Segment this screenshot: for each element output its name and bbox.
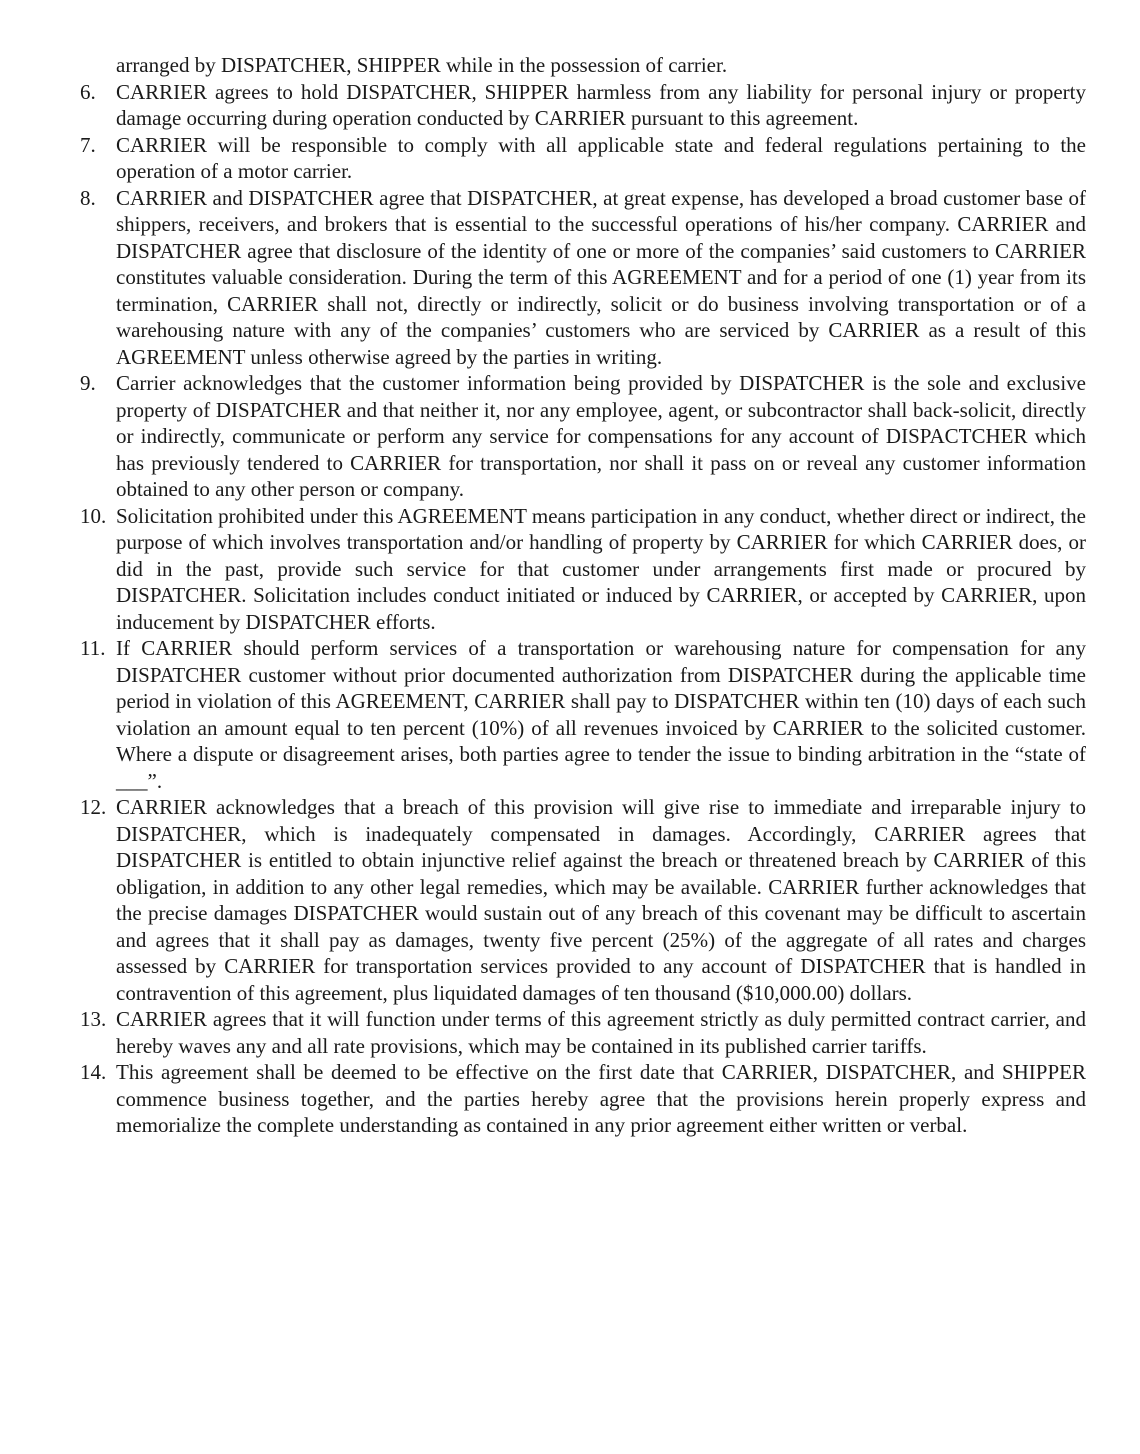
clause-number: 8.: [80, 185, 96, 210]
clause-12: [80, 794, 1086, 1006]
clause-text: If CARRIER should perform services of a transportation or warehousing nature for compensation for any DISPATCHER customer without prior documented authorization from DISPATCHER during the applicable time period in violation of this AGREEMENT, CARRIER shall pay to DISPATCHER within ten (10) days of each such violation an amount equal to ten percent (10%) of all revenues invoiced by CARRIER to the solicited customer. Where a dispute or disagreement arises, both parties agree to tender the issue to binding arbitration in the “state of ___”.: [116, 636, 1086, 793]
clause-8: [80, 185, 1086, 371]
clause-text: CARRIER agrees to hold DISPATCHER, SHIPPER harmless from any liability for personal injury or property damage occurring during operation conducted by CARRIER pursuant to this agreement.: [116, 79, 1086, 130]
document-body: [80, 52, 1086, 1139]
clause-number: 9.: [80, 371, 96, 395]
clause-number: 13.: [80, 1007, 107, 1031]
clause-text: CARRIER agrees that it will function under terms of this agreement strictly as duly permitted contract carrier, and hereby waves any and all rate provisions, which may be contained in its published carrier tariffs.: [116, 1007, 1086, 1058]
clause-14: [80, 1059, 1086, 1139]
clause-text: CARRIER acknowledges that a breach of this provision will give rise to immediate and irreparable injury to DISPATCHER, which is inadequately compensated in damages. Accordingly, CARRIER agrees that DISPATCHER is entitled to obtain injunctive relief against the breach or threatened breach by CARRIER of this obligation, in addition to any other legal remedies, which may be available. CARRIER further acknowledges that the precise damages DISPATCHER would sustain out of any breach of this covenant may be difficult to ascertain and agrees that it shall pay as damages, twenty five percent (25%) of the aggregate of all rates and charges assessed by CARRIER for transportation services provided to any account of DISPATCHER that is handled in contravention of this agreement, plus liquidated damages of ten thousand ($10,000.00) dollars.: [116, 795, 1086, 1005]
continuation-text: arranged by DISPATCHER, SHIPPER while in the possession of carrier.: [116, 53, 728, 77]
clause-13: [80, 1006, 1086, 1059]
clause-number: 14.: [80, 1060, 107, 1084]
clause-10: [80, 503, 1086, 636]
clause-7: [80, 132, 1086, 185]
clause-9: [80, 370, 1086, 503]
clause-text: CARRIER and DISPATCHER agree that DISPATCHER, at great expense, has developed a broad customer base of shippers, receivers, and brokers that is essential to the successful operations of his/her company. CARRIER and DISPATCHER agree that disclosure of the identity of one or more of the companies’ said customers to CARRIER constitutes valuable consideration. During the term of this AGREEMENT and for a period of one (1) year from its termination, CARRIER shall not, directly or indirectly, solicit or do business involving transportation or of a warehousing nature with any of the companies’ customers who are serviced by CARRIER as a result of this AGREEMENT unless otherwise agreed by the parties in writing.: [116, 185, 1086, 369]
clause-text: Solicitation prohibited under this AGREEMENT means participation in any conduct, whether direct or indirect, the purpose of which involves transportation and/or handling of property by CARRIER for which CARRIER does, or did in the past, provide such service for that customer under arrangements first made or procured by DISPATCHER. Solicitation includes conduct initiated or induced by CARRIER, or accepted by CARRIER, upon inducement by DISPATCHER efforts.: [116, 503, 1086, 634]
clause-6: [80, 79, 1086, 132]
clause-text: This agreement shall be deemed to be effective on the first date that CARRIER, DISPATCHER, and SHIPPER commence business together, and the parties hereby agree that the provisions herein properly express and memorialize the complete understanding as contained in any prior agreement either written or verbal.: [116, 1060, 1086, 1137]
clause-11: [80, 635, 1086, 794]
clause-number: 7.: [80, 132, 96, 157]
clause-text: CARRIER will be responsible to comply with all applicable state and federal regulations pertaining to the operation of a motor carrier.: [116, 132, 1086, 183]
clause-text: Carrier acknowledges that the customer information being provided by DISPATCHER is the sole and exclusive property of DISPATCHER and that neither it, nor any employee, agent, or subcontractor shall back-solicit, directly or indirectly, communicate or perform any service for compensations for any account of DISPACTCHER which has previously tendered to CARRIER for transportation, nor shall it pass on or reveal any customer information obtained to any other person or company.: [116, 371, 1086, 501]
clause-number: 11.: [80, 636, 106, 660]
clause-number: 12.: [80, 795, 107, 819]
clause-number: 6.: [80, 79, 96, 104]
clause-number: 10.: [80, 503, 107, 528]
